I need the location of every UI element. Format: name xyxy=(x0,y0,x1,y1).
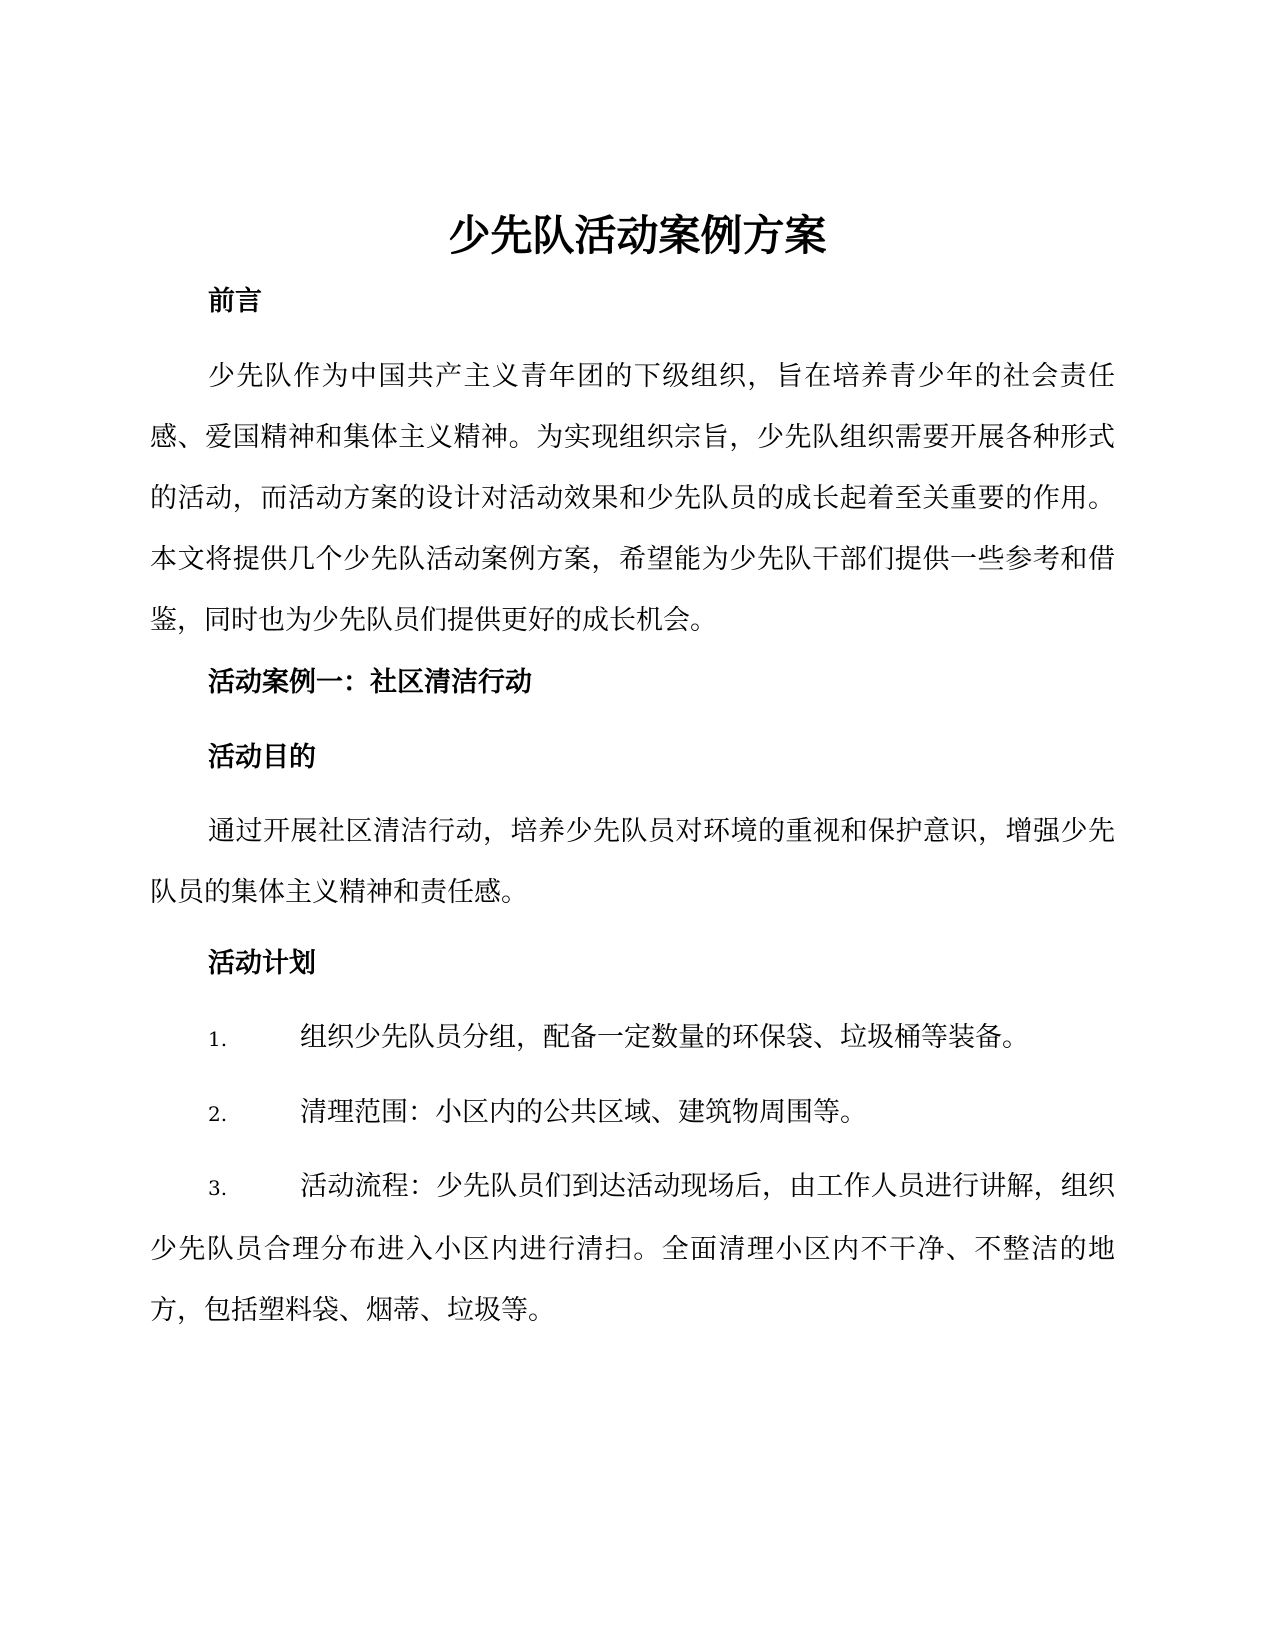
plan-list-item xyxy=(150,1156,1115,1341)
purpose-paragraph: 通过开展社区清洁行动，培养少先队员对环境的重视和保护意识，增强少先队员的集体主义精神和责任感。 xyxy=(150,816,1115,908)
document-title: 少先队活动案例方案 xyxy=(448,211,827,260)
list-number: 1. xyxy=(208,1027,228,1051)
preface-paragraph: 少先队作为中国共产主义青年团的下级组织，旨在培养青少年的社会责任感、爱国精神和集体主义精神。为实现组织宗旨，少先队组织需要开展各种形式的活动，而活动方案的设计对活动效果和少先队员的成长起着至关重要的作用。本文将提供几个少先队活动案例方案，希望能为少先队干部们提供一些参考和借鉴，同时也为少先队员们提供更好的成长机会。 xyxy=(150,361,1115,636)
list-text: 活动流程：少先队员们到达活动现场后，由工作人员进行讲解，组织少先队员合理分布进入小区内进行清扫。全面清理小区内不干净、不整洁的地方，包括塑料袋、烟蒂、垃圾等。 xyxy=(150,1171,1115,1326)
plan-list-item xyxy=(150,1082,1115,1145)
list-number: 2. xyxy=(208,1102,228,1126)
case1-heading: 活动案例一：社区清洁行动 xyxy=(208,667,532,698)
preface-heading: 前言 xyxy=(208,286,262,317)
plan-heading: 活动计划 xyxy=(208,948,316,979)
list-text: 清理范围：小区内的公共区域、建筑物周围等。 xyxy=(300,1097,867,1128)
purpose-heading: 活动目的 xyxy=(208,742,316,773)
list-number: 3. xyxy=(208,1176,228,1200)
list-text: 组织少先队员分组，配备一定数量的环保袋、垃圾桶等装备。 xyxy=(300,1022,1029,1053)
plan-list-item xyxy=(150,1007,1115,1070)
